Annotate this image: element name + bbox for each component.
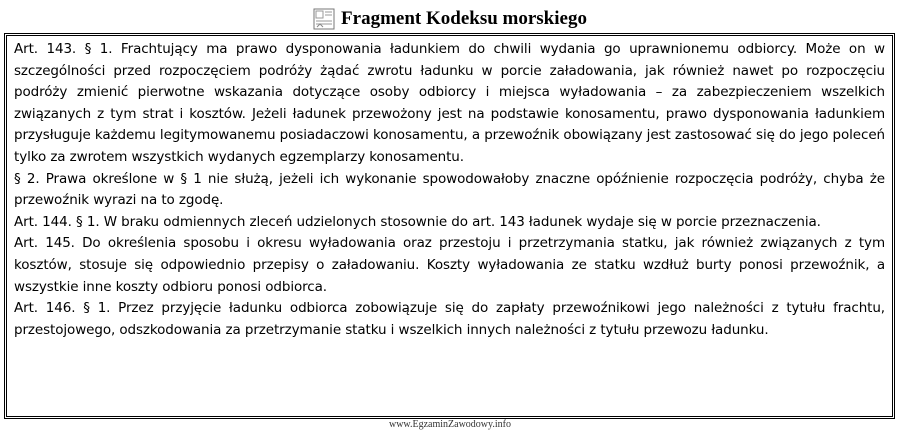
source-footer: www.EgzaminZawodowy.info [388,419,511,430]
info-icon [313,8,335,30]
page-title: Fragment Kodeksu morskiego [341,8,587,29]
header [0,6,900,32]
paragraph-art-143-2: § 2. Prawa określone w § 1 nie służą, jeżeli ich wykonanie spowodowałoby znaczne opóźnienie rozpoczęcia podróży, chyba że przewoźnik wyrazi na to zgodę. [14,170,885,209]
paragraph-art-144: Art. 144. § 1. W braku odmiennych zleceń udzielonych stosownie do art. 143 ładunek wydaje się w porcie przeznaczenia. [14,213,821,230]
header-inner [313,8,587,30]
paragraph-art-143-1: Art. 143. § 1. Frachtujący ma prawo dysponowania ładunkiem do chwili wydania go uprawnionemu odbiorcy. Może on w szczególności przed rozpoczęciem podróży żądać zwrotu ładunku w porcie załadowania, jak również nawet po rozpoczęciu podróży zmienić pierwotne wskazania dotyczące osoby odbiorcy i miejsca wyładowania – za zabezpieczeniem wszelkich związanych z tym strat i kosztów. Jeżeli ładunek przewożony jest na podstawie konosamentu, prawo dysponowania ładunkiem przysługuje każdemu legitymowanemu posiadaczowi konosamentu, a przewoźnik obowiązany jest zastosować się do jego poleceń tylko za zwrotem wszystkich wydanych egzemplarzy konosamentu. [14,41,885,165]
article-text-box [6,35,893,417]
paragraph-art-145: Art. 145. Do określenia sposobu i okresu wyładowania oraz przestoju i przetrzymania statku, jak również związanych z tym kosztów, stosuje się odpowiednio przepisy o załadowaniu. Koszty wyładowania ze statku wzdłuż burty ponosi przewoźnik, a wszystkie inne koszty odbioru ponosi odbiorca. [14,235,885,295]
paragraph-art-146: Art. 146. § 1. Przez przyjęcie ładunku odbiorca zobowiązuje się do zapłaty przewoźnikowi jego należności z tytułu frachtu, przestojowego, odszkodowania za przetrzymanie statku i wszelkich innych należności z tytułu przewozu ładunku. [14,300,885,338]
